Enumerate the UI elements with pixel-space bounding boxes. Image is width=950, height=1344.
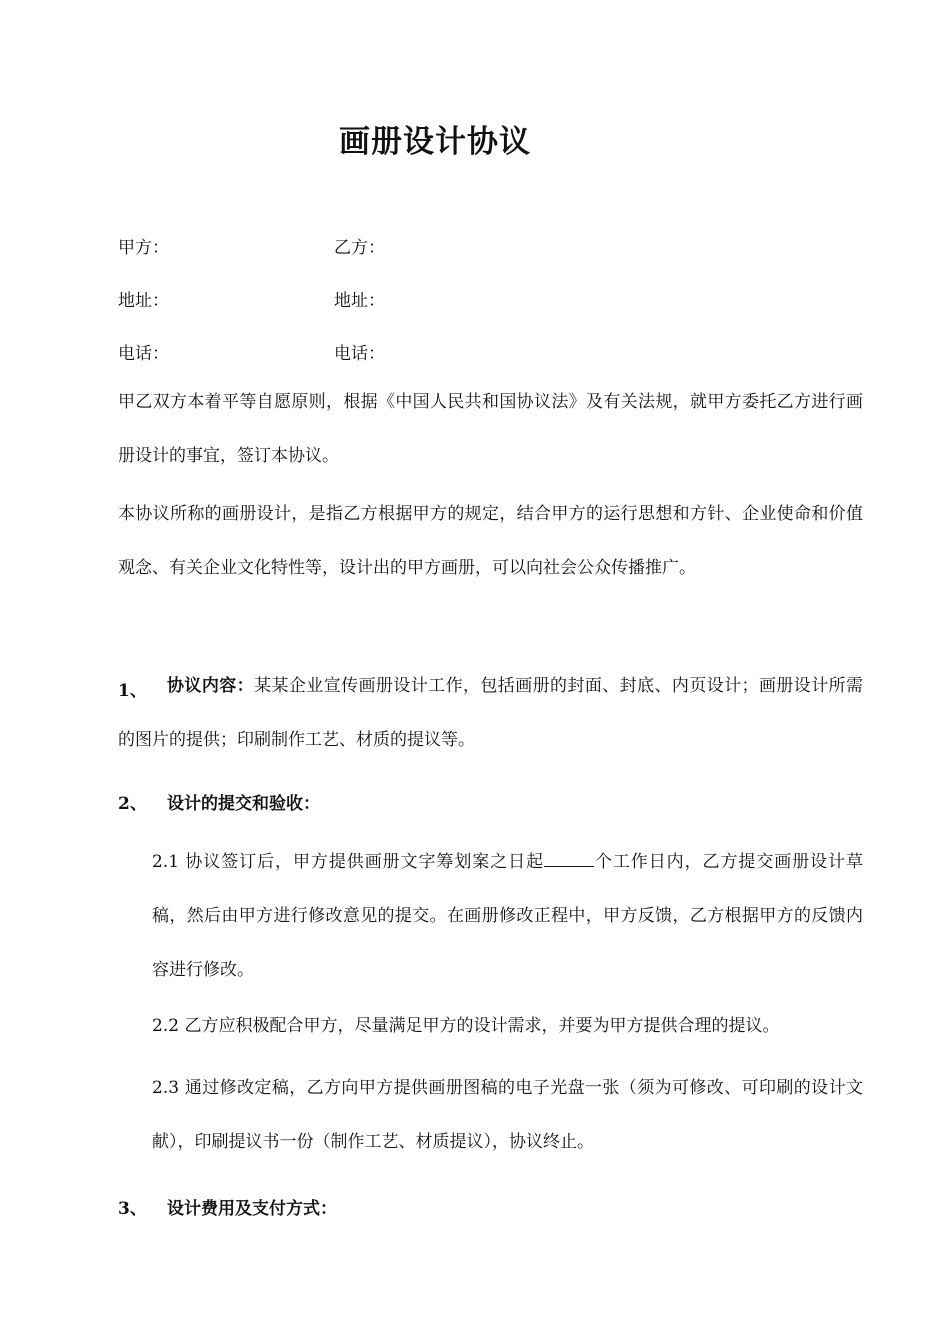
intro-paragraph-2: 本协议所称的画册设计，是指乙方根据甲方的规定，结合甲方的运行思想和方针、企业使命和价值观念、有关企业文化特性等，设计出的甲方画册，可以向社会公众传播推广。 bbox=[118, 504, 863, 578]
section-3-number: 3、 bbox=[118, 1199, 147, 1219]
section-2-heading: 设计的提交和验收： bbox=[167, 794, 320, 814]
section-3-heading: 设计费用及支付方式： bbox=[167, 1199, 337, 1219]
phone-b-label: 电话： bbox=[334, 344, 385, 364]
section-2-number: 2、 bbox=[118, 794, 147, 814]
party-b-label: 乙方： bbox=[334, 238, 385, 258]
blank-days-field bbox=[544, 850, 594, 867]
section-1-heading: 协议内容： bbox=[167, 676, 255, 696]
clause-2-3: 2.3 通过修改定稿，乙方向甲方提供画册图稿的电子光盘一张（须为可修改、可印刷的设计文献），印刷提议书一份（制作工艺、材质提议），协议终止。 bbox=[152, 1078, 863, 1152]
intro-paragraph-1: 甲乙双方本着平等自愿原则，根据《中国人民共和国协议法》及有关法规，就甲方委托乙方进行画册设计的事宜，签订本协议。 bbox=[118, 392, 863, 466]
document-title: 画册设计协议 bbox=[339, 124, 531, 160]
clause-2-2: 2.2 乙方应积极配合甲方，尽量满足甲方的设计需求，并要为甲方提供合理的提议。 bbox=[152, 1016, 780, 1036]
address-b-label: 地址： bbox=[334, 291, 385, 311]
party-a-label: 甲方： bbox=[118, 238, 169, 258]
clause-2-1-post: 个工作日内，乙方提交画册设计草稿，然后由甲方进行修改意见的提交。在画册修改正程中，甲方反馈，乙方根据甲方的反馈内容进行修改。 bbox=[152, 852, 863, 980]
section-1-number: 1、 bbox=[118, 681, 147, 701]
section-1-text: 某某企业宣传画册设计工作，包括画册的封面、封底、内页设计；画册设计所需的图片的提供；印刷制作工艺、材质的提议等。 bbox=[118, 676, 864, 750]
address-a-label: 地址： bbox=[118, 291, 169, 311]
clause-2-1 bbox=[152, 835, 863, 997]
phone-a-label: 电话： bbox=[118, 344, 169, 364]
clause-2-1-pre: 2.1 协议签订后，甲方提供画册文字筹划案之日起 bbox=[152, 852, 545, 872]
section-1-paragraph bbox=[118, 659, 863, 767]
